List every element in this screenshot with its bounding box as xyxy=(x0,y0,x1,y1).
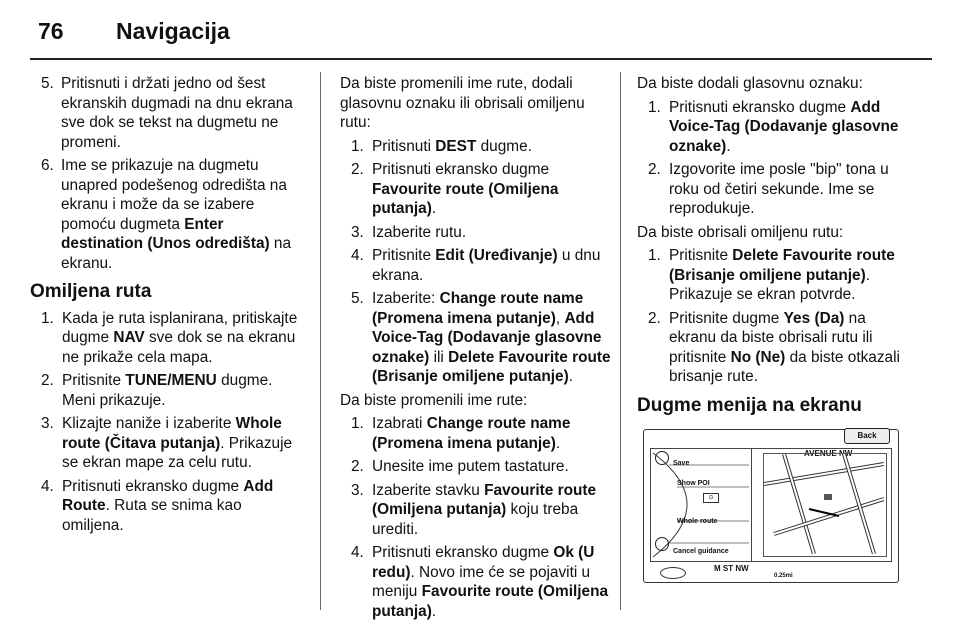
header-rule xyxy=(30,58,932,60)
onscreen-menu xyxy=(651,449,752,561)
down-arrow-icon xyxy=(655,537,669,551)
list-item: 2. Unesite ime putem tastature. xyxy=(351,458,569,475)
street-label: AVENUE NW xyxy=(804,449,853,458)
list-item: 4. Pritisnuti ekransko dugme Ok (U redu). Novo ime će se pojaviti u meniju Favourite route (Omiljena putanja). xyxy=(351,544,609,620)
section-heading: Dugme menija na ekranu xyxy=(637,394,862,416)
map-view xyxy=(763,453,887,557)
selector-box: ⊙ xyxy=(703,493,719,503)
list-item: 4. Pritisnite Edit (Uređivanje) u dnu ekrana. xyxy=(351,247,601,284)
paragraph: Da biste dodali glasovnu oznaku: xyxy=(637,75,863,92)
up-arrow-icon xyxy=(655,451,669,465)
bottom-street-label: M ST NW xyxy=(714,563,749,573)
list-item: 4. Pritisnuti ekransko dugme Add Route. Ruta se snima kao omiljena. xyxy=(41,477,274,534)
list-item: 1. Pritisnuti ekransko dugme Add Voice-Tag (Dodavanje glasovne oznake). xyxy=(648,98,899,155)
map-scale: 0.25mi xyxy=(774,573,793,579)
list-item: 2. Pritisnuti ekransko dugme Favourite route (Omiljena putanja). xyxy=(351,161,559,217)
paragraph: Da biste obrisali omiljenu rutu: xyxy=(637,223,844,241)
list-item: 1. Pritisnite Delete Favourite route (Brisanje omiljene putanje). Prikazuje se ekran potvrde. xyxy=(648,247,895,303)
column-divider xyxy=(620,72,621,610)
list-item: 5. Izaberite: Change route name (Promena imena putanje), Add Voice-Tag (Dodavanje glasovne oznake) ili Delete Favourite route (Brisanje omiljene putanje). xyxy=(351,290,611,385)
list-item: 2. Pritisnite TUNE/MENU dugme. Meni prikazuje. xyxy=(41,372,273,409)
menu-item-show-poi: Show POI xyxy=(677,480,710,487)
page-number: 76 xyxy=(38,18,64,44)
menu-item-save: Save xyxy=(673,460,690,467)
list-item: 1. Pritisnuti DEST dugme. xyxy=(351,137,532,155)
nav-screen-illustration xyxy=(643,429,899,583)
column-2 xyxy=(340,74,614,625)
list-item: 5. Pritisnuti i držati jedno od šest ekranskih dugmadi na dnu ekrana sve dok se tekst na dugmetu ne promeni. xyxy=(41,75,293,151)
list-item: 2. Izgovorite ime posle "bip" tona u roku od četiri sekunde. Ime se reprodukuje. xyxy=(648,161,889,217)
car-icon xyxy=(660,567,686,579)
menu-item-cancel-guidance: Cancel guidance xyxy=(673,548,729,555)
section-heading: Omiljena ruta xyxy=(30,281,152,302)
paragraph: Da biste promenili ime rute: xyxy=(340,391,528,409)
column-divider xyxy=(320,72,321,610)
list-item: 1. Kada je ruta isplanirana, pritiskajte dugme NAV sve dok se na ekranu ne prikaže cela mapa. xyxy=(41,309,298,366)
map-roads xyxy=(764,454,884,554)
back-button: Back xyxy=(844,428,890,444)
page-title: Navigacija xyxy=(116,18,230,44)
column-3 xyxy=(637,74,911,583)
list-item: 2. Pritisnite dugme Yes (Da) na ekranu da biste obrisali rutu ili pritisnite No (Ne) da biste otkazali brisanje rute. xyxy=(648,309,900,385)
column-1 xyxy=(30,74,307,539)
list-item: 3. Izaberite stavku Favourite route (Omiljena putanja) koju treba urediti. xyxy=(351,481,597,538)
list-item: 3. Izaberite rutu. xyxy=(351,223,467,241)
list-item: 1. Izabrati Change route name (Promena imena putanje). xyxy=(351,415,571,452)
paragraph: Da biste promenili ime rute, dodali glasovnu oznaku ili obrisali omiljenu rutu: xyxy=(340,75,585,131)
list-item: 3. Klizajte naniže i izaberite Whole route (Čitava putanja). Prikazuje se ekran mape za celu rutu. xyxy=(41,415,293,471)
menu-item-whole-route: Whole route xyxy=(677,518,718,525)
list-item: 6. Ime se prikazuje na dugmetu unapred podešenog odredišta na ekranu i može da se izabere pomoću dugmeta Enter destination (Unos odredišta) na ekranu. xyxy=(41,157,292,272)
